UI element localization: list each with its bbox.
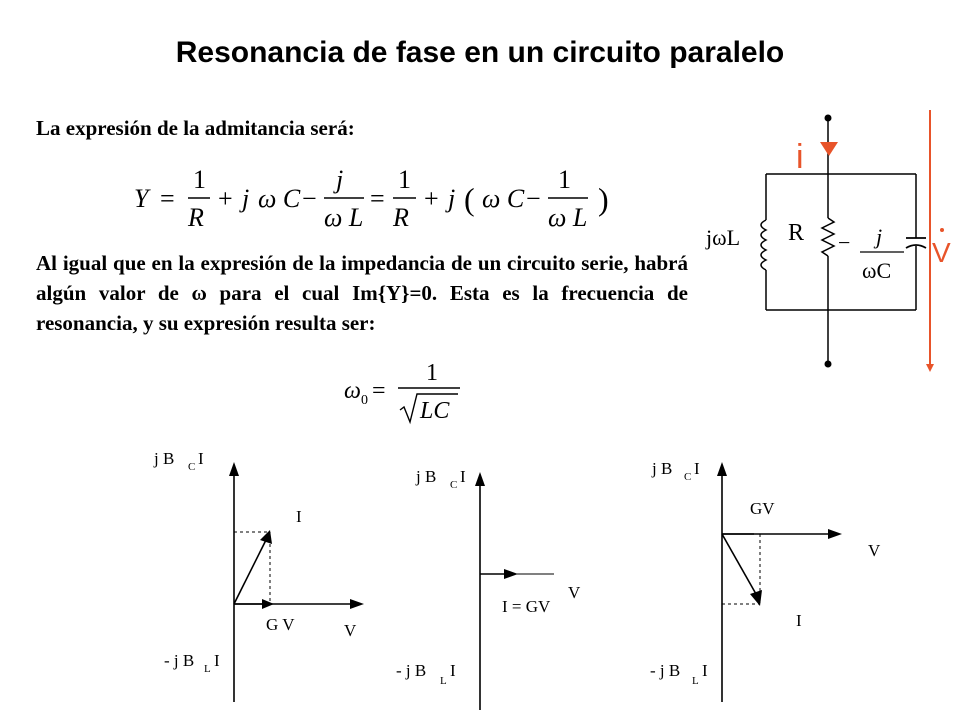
diag3-top-sub: C bbox=[684, 471, 692, 483]
eq-omega-c-2: ω C bbox=[482, 184, 525, 213]
eq-j-1: j bbox=[242, 184, 250, 213]
diag3-bottom-label: - j B bbox=[650, 661, 681, 680]
voltage-arrow-icon bbox=[926, 364, 934, 372]
eq-j-2: j bbox=[448, 184, 456, 213]
res-eq-equals: = bbox=[372, 378, 386, 404]
diag2-v-label: V bbox=[568, 583, 581, 602]
diag1-bottom-sub: L bbox=[204, 663, 211, 675]
resonance-paragraph: Al igual que en la expresión de la impedancia de un circuito serie, habrá algún valor de ω para el cual Im{Y}=0. Esta es la frecuencia de resonancia, y su expresión resulta ser: bbox=[36, 251, 688, 335]
res-eq-num: 1 bbox=[426, 360, 438, 386]
eq-close-paren: ) bbox=[598, 181, 609, 217]
resistor-label: R bbox=[788, 220, 805, 246]
current-phasor-arrow-icon bbox=[750, 590, 762, 606]
current-arrow-icon bbox=[820, 142, 838, 156]
eq-minus-2: − bbox=[526, 184, 541, 213]
phasor-diagram-capacitive bbox=[150, 440, 390, 720]
inductor-label: jωL bbox=[706, 225, 741, 250]
phasor-diagram-resonance bbox=[390, 440, 610, 720]
admittance-equation bbox=[130, 160, 630, 240]
res-eq-omega: ω bbox=[344, 378, 361, 404]
diag3-top-suffix: I bbox=[694, 459, 700, 478]
eq-frac4-num: 1 bbox=[558, 165, 571, 194]
circuit-bottom-terminal bbox=[825, 361, 832, 368]
eq-plus-1: + bbox=[218, 184, 233, 213]
eq-frac3-num: 1 bbox=[398, 165, 411, 194]
diag1-top-label: j B bbox=[154, 449, 175, 468]
current-phasor-1 bbox=[234, 540, 266, 604]
capacitor-label-num: j bbox=[876, 224, 883, 249]
eq-lhs-y: Y bbox=[134, 184, 149, 213]
diag2-bottom-suffix: I bbox=[450, 661, 456, 680]
imag-axis-arrow-icon bbox=[717, 462, 727, 476]
res-eq-sub: 0 bbox=[361, 393, 368, 408]
admittance-intro-text: La expresión de la admitancia será: bbox=[36, 116, 355, 140]
diag2-top-suffix: I bbox=[460, 467, 466, 486]
diag3-current-label: I bbox=[796, 611, 802, 630]
eq-frac1-den: R bbox=[188, 203, 204, 232]
diag2-bottom-label: - j B bbox=[396, 661, 427, 680]
diag1-top-sub: C bbox=[188, 461, 196, 473]
eq-frac2-den: ω L bbox=[324, 203, 364, 232]
eq-frac1-num: 1 bbox=[193, 165, 206, 194]
diag1-current-label: I bbox=[296, 507, 302, 526]
eq-minus-1: − bbox=[302, 184, 317, 213]
diag1-v-label: V bbox=[344, 621, 357, 640]
voltage-label: V bbox=[932, 237, 951, 268]
imag-axis-arrow-icon bbox=[229, 462, 239, 476]
diag1-top-suffix: I bbox=[198, 449, 204, 468]
parallel-circuit bbox=[690, 100, 960, 390]
inductor-symbol bbox=[761, 220, 766, 270]
eq-open-paren: ( bbox=[464, 181, 475, 217]
diag3-bottom-sub: L bbox=[692, 675, 699, 687]
eq-frac3-den: R bbox=[393, 203, 409, 232]
eq-plus-2: + bbox=[424, 184, 439, 213]
real-axis-arrow-icon bbox=[350, 599, 364, 609]
diag3-gv-label: GV bbox=[750, 499, 775, 518]
capacitor-label-minus: − bbox=[838, 230, 851, 255]
diag1-bottom-label: - j B bbox=[164, 651, 195, 670]
diag3-v-label: V bbox=[868, 541, 881, 560]
resistor-symbol bbox=[822, 218, 834, 256]
phasor-diagram-inductive bbox=[640, 440, 900, 720]
current-label: i bbox=[796, 138, 804, 176]
gv-phasor-arrow-icon bbox=[262, 599, 274, 609]
current-phasor-3 bbox=[722, 534, 756, 594]
voltage-phasor-dot bbox=[940, 228, 944, 232]
real-axis-arrow-icon bbox=[828, 529, 842, 539]
diag2-top-sub: C bbox=[450, 479, 458, 491]
diag3-top-label: j B bbox=[652, 459, 673, 478]
page-title: Resonancia de fase en un circuito paralelo bbox=[175, 36, 785, 69]
diag1-gv-label: G V bbox=[266, 615, 295, 634]
resonance-equation bbox=[340, 356, 470, 428]
diag1-bottom-suffix: I bbox=[214, 651, 220, 670]
imag-axis-arrow-icon bbox=[475, 472, 485, 486]
diag2-top-label: j B bbox=[416, 467, 437, 486]
capacitor-label-den: ωC bbox=[862, 258, 892, 283]
diag2-bottom-sub: L bbox=[440, 675, 447, 687]
diag2-current-label: I = GV bbox=[502, 597, 551, 616]
diag3-bottom-suffix: I bbox=[702, 661, 708, 680]
eq-frac4-den: ω L bbox=[548, 203, 588, 232]
eq-omega-c-1: ω C bbox=[258, 184, 301, 213]
eq-equals-1: = bbox=[160, 184, 175, 213]
eq-frac2-num: j bbox=[336, 165, 344, 194]
res-eq-den: LC bbox=[420, 398, 450, 424]
eq-equals-2: = bbox=[370, 184, 385, 213]
